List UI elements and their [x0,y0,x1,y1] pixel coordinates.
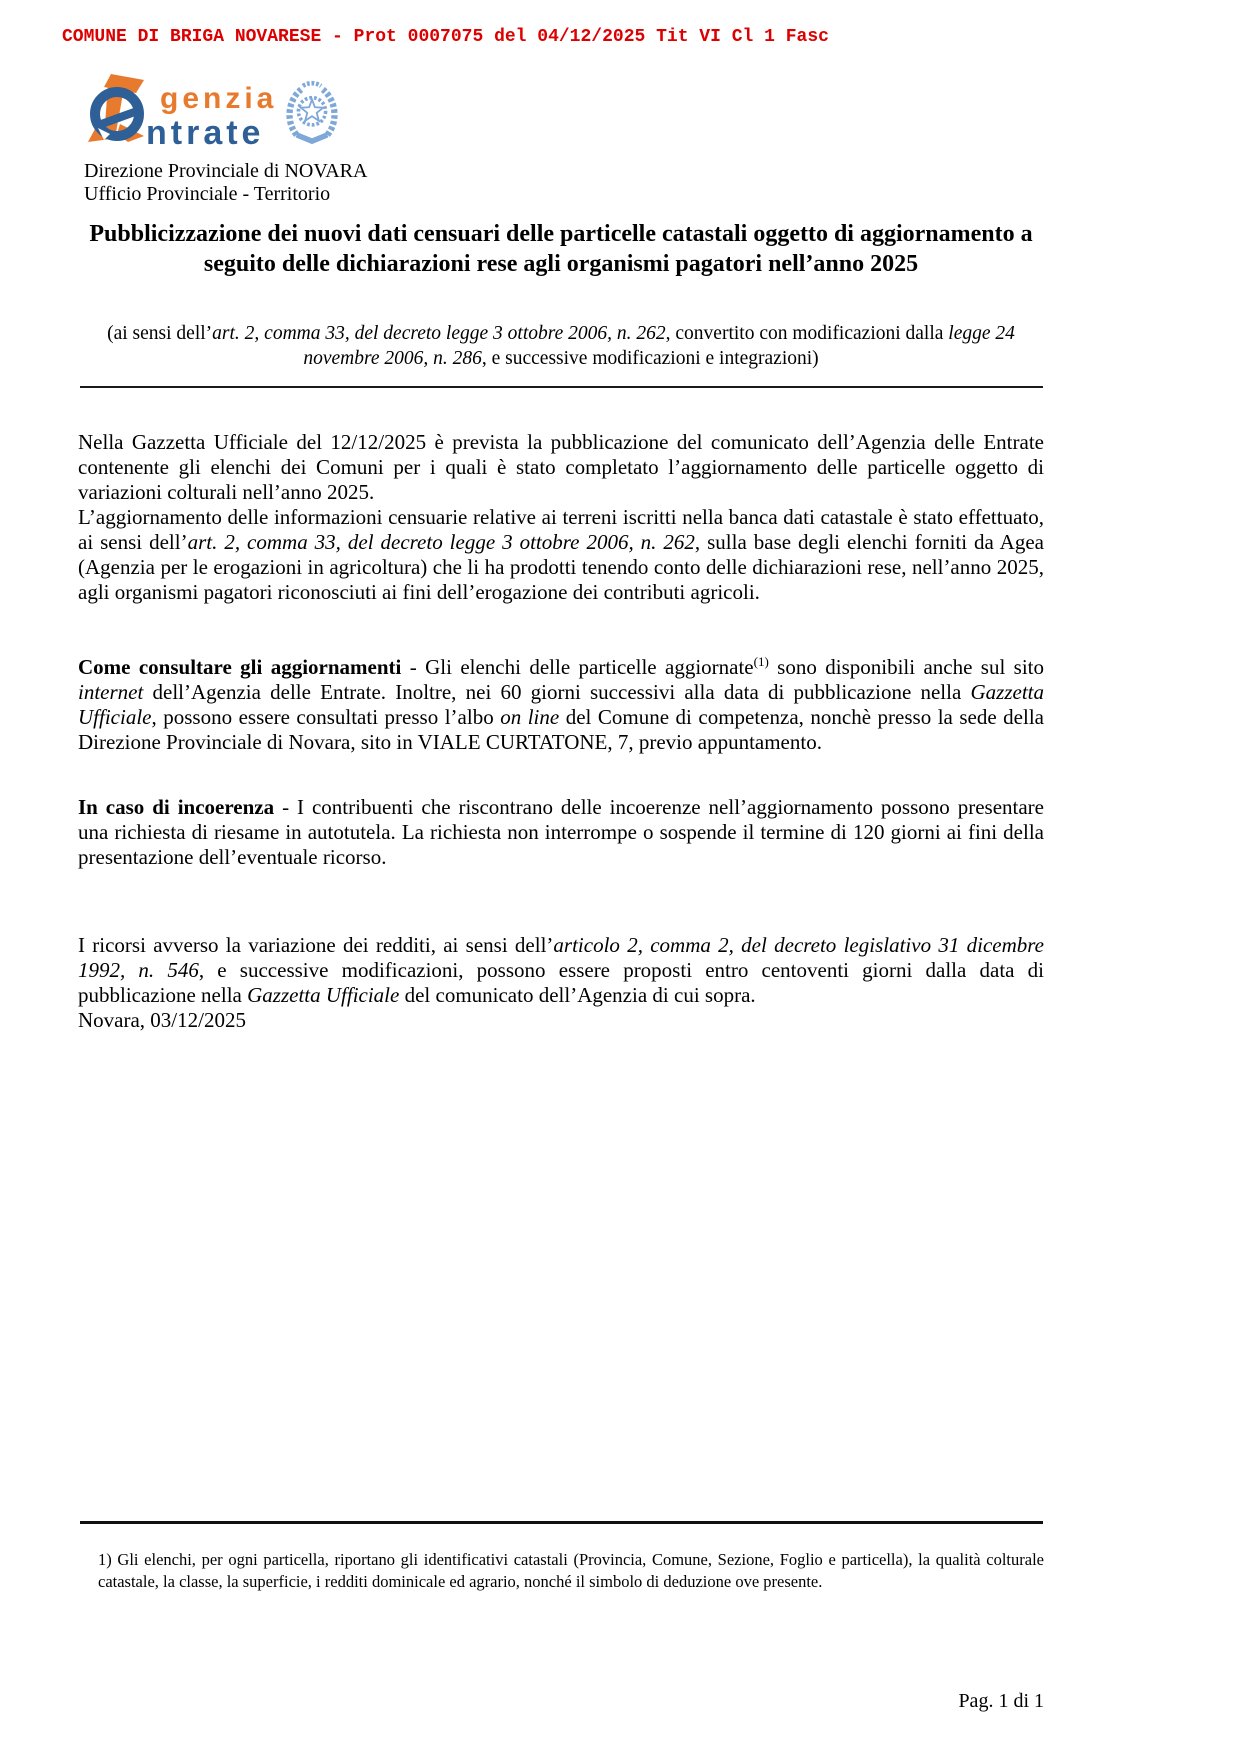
agenzia-entrate-logo-icon [84,72,150,154]
wordmark-entrate: ntrate [146,114,265,152]
paragraph-appeals: I ricorsi avverso la variazione dei redditi, ai sensi dell’articolo 2, comma 2, del decreto legislativo 31 dicembre 1992, n. 546, e successive modificazioni, possono essere proposti entro centoventi giorni dalla data di pubblicazione nella Gazzetta Ufficiale del comunicato dell’Agenzia di cui sopra. [78,933,1045,1007]
paragraph-in-case-of-inconsistency: In caso di incoerenza - I contribuenti che riscontrano delle incoerenze nell’aggiornamento possono presentare una richiesta di riesame in autotutela. La richiesta non interrompe o sospende il termine di 120 giorni ai fini della presentazione dell’eventuale ricorso. [78,795,1044,869]
date-line: Novara, 03/12/2025 [78,1008,246,1032]
footnote-text: 1) Gli elenchi, per ogni particella, riportano gli identificativi catastali (Provincia, Comune, Sezione, Foglio e particella), la qualità colturale catastale, la classe, la superficie, i redditi dominicale ed agrario, nonché il simbolo di deduzione ove presente. [98,1550,1044,1591]
header-separator-line [80,368,1043,388]
office-line-1: Direzione Provinciale di NOVARA [84,160,368,182]
document-subtitle: (ai sensi dell’art. 2, comma 33, del decreto legge 3 ottobre 2006, n. 262, convertito con modificazioni dalla legge 24 novembre 2006, n. 286, e successive modificazioni e integrazioni) [107,323,1015,369]
protocol-stamp: COMUNE DI BRIGA NOVARESE - Prot 0007075 del 04/12/2025 Tit VI Cl 1 Fasc [62,27,829,47]
italian-republic-emblem-icon [283,76,341,152]
paragraph-how-to-consult: Come consultare gli aggiornamenti - Gli elenchi delle particelle aggiornate$^{(1)}$ sono disponibili anche sul sito internet dell’Agenzia delle Entrate. Inoltre, nei 60 giorni successivi alla data di pubblicazione nella Gazzetta Ufficiale, possono essere consultati presso l’albo on line del Comune di competenza, nonchè presso la sede della Direzione Provinciale di Novara, sito in VIALE CURTATONE, 7, previo appuntamento. [78,654,1045,754]
page-number: Pag. 1 di 1 [958,1690,1044,1712]
office-block [84,160,367,206]
document-title: Pubblicizzazione dei nuovi dati censuari delle particelle catastali oggetto di aggiornamento a seguito delle dichiarazioni rese agli organismi pagatori nell’anno 2025 [89,221,1033,277]
agency-logo [84,72,341,154]
footnote-separator-line [80,1521,1043,1524]
document-body [78,430,1044,1033]
agency-wordmark [146,72,277,150]
paragraph-update-basis: L’aggiornamento delle informazioni censuarie relative ai terreni iscritti nella banca dati catastale è stato effettuato, ai sensi dell’art. 2, comma 33, del decreto legge 3 ottobre 2006, n. 262, sulla base degli elenchi forniti da Agea (Agenzia per le erogazioni in agricoltura) che li ha prodotti tenendo conto delle dichiarazioni rese, nell’anno 2025, agli organismi pagatori riconosciuti ai fini dell’erogazione dei contributi agricoli. [78,505,1044,604]
wordmark-agenzia: genzia [160,82,278,115]
office-line-2: Ufficio Provinciale - Territorio [84,183,331,205]
paragraph-gazzetta-announcement: Nella Gazzetta Ufficiale del 12/12/2025 è prevista la pubblicazione del comunicato dell’Agenzia delle Entrate contenente gli elenchi dei Comuni per i quali è stato completato l’aggiornamento delle particelle oggetto di variazioni colturali nell’anno 2025. [78,430,1044,504]
